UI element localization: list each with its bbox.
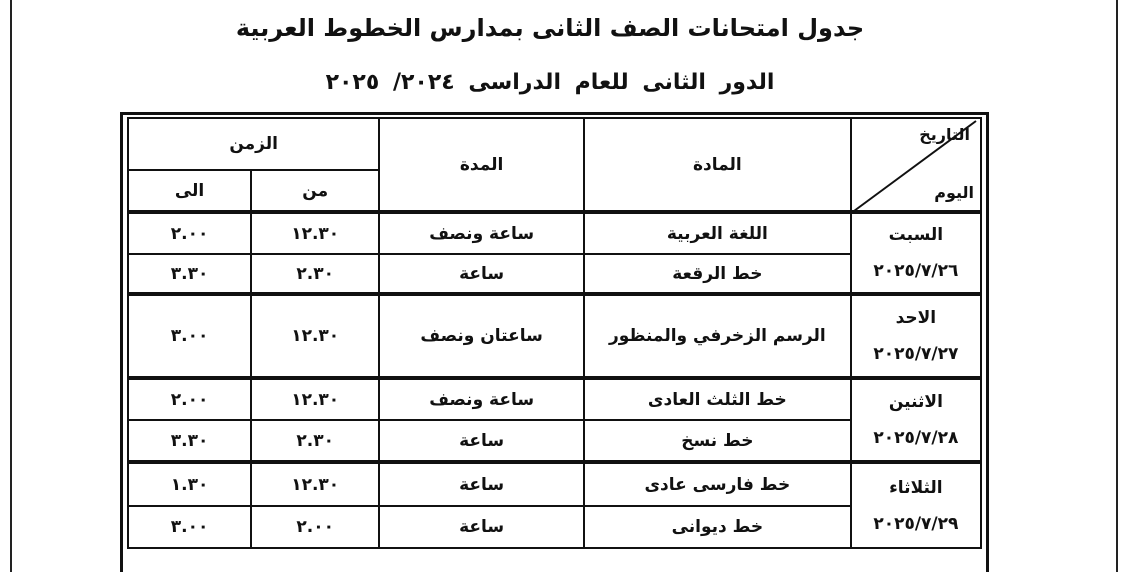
from-cell: ١٢.٣٠ <box>251 462 379 506</box>
table-row <box>128 294 981 378</box>
from-cell: ٢.٣٠ <box>251 420 379 462</box>
day-name: الثلاثاء <box>889 477 943 498</box>
to-cell: ١.٣٠ <box>128 462 251 506</box>
from-cell: ١٢.٣٠ <box>251 294 379 378</box>
day-date: ٢٠٢٥/٧/٢٨ <box>873 428 959 448</box>
day-cell <box>851 212 981 294</box>
subject-cell: الرسم الزخرفي والمنظور <box>584 294 851 378</box>
day-date: ٢٠٢٥/٧/٢٧ <box>873 344 959 364</box>
duration-cell: ساعة <box>379 506 584 548</box>
duration-cell: ساعة ونصف <box>379 378 584 420</box>
to-cell: ٣.٠٠ <box>128 506 251 548</box>
day-cell <box>851 378 981 462</box>
duration-cell: ساعة <box>379 254 584 294</box>
subject-cell: خط الرقعة <box>584 254 851 294</box>
date-day-header-cell <box>851 118 981 212</box>
duration-cell: ساعة ونصف <box>379 212 584 254</box>
time-header: الزمن <box>128 118 379 170</box>
document-subtitle: الدور الثانى للعام الدراسى ٢٠٢٤/ ٢٠٢٥ <box>325 70 775 95</box>
duration-header: المدة <box>379 118 584 212</box>
to-cell: ٣.٠٠ <box>128 294 251 378</box>
from-header: من <box>251 170 379 212</box>
day-name: الاثنين <box>888 392 943 412</box>
table-row <box>128 212 981 254</box>
exam-schedule-table <box>127 117 982 549</box>
subject-cell: خط ديوانى <box>584 506 851 548</box>
day-cell <box>851 294 981 378</box>
to-cell: ٣.٣٠ <box>128 254 251 294</box>
header-row <box>128 118 981 170</box>
duration-cell: ساعتان ونصف <box>379 294 584 378</box>
day-name: السبت <box>888 225 944 245</box>
duration-cell: ساعة <box>379 420 584 462</box>
from-cell: ١٢.٣٠ <box>251 378 379 420</box>
day-name: الاحد <box>895 308 937 328</box>
date-header: التاريخ <box>919 125 970 144</box>
day-date: ٢٠٢٥/٧/٢٦ <box>873 261 959 281</box>
table-row <box>128 378 981 420</box>
subject-cell: اللغة العربية <box>584 212 851 254</box>
subject-cell: خط فارسى عادى <box>584 462 851 506</box>
day-date: ٢٠٢٥/٧/٢٩ <box>873 513 959 534</box>
to-header: الى <box>128 170 251 212</box>
from-cell: ١٢.٣٠ <box>251 212 379 254</box>
table-row <box>128 462 981 506</box>
duration-cell: ساعة <box>379 462 584 506</box>
subject-cell: خط الثلث العادى <box>584 378 851 420</box>
subject-cell: خط نسخ <box>584 420 851 462</box>
day-header: اليوم <box>934 183 974 202</box>
page-border-right <box>1116 0 1118 572</box>
to-cell: ٢.٠٠ <box>128 378 251 420</box>
page-border-left <box>10 0 12 572</box>
day-cell <box>851 462 981 548</box>
from-cell: ٢.٠٠ <box>251 506 379 548</box>
to-cell: ٣.٣٠ <box>128 420 251 462</box>
from-cell: ٢.٣٠ <box>251 254 379 294</box>
subject-header: المادة <box>584 118 851 212</box>
to-cell: ٢.٠٠ <box>128 212 251 254</box>
document-title: جدول امتحانات الصف الثانى بمدارس الخطوط العربية <box>235 14 865 42</box>
